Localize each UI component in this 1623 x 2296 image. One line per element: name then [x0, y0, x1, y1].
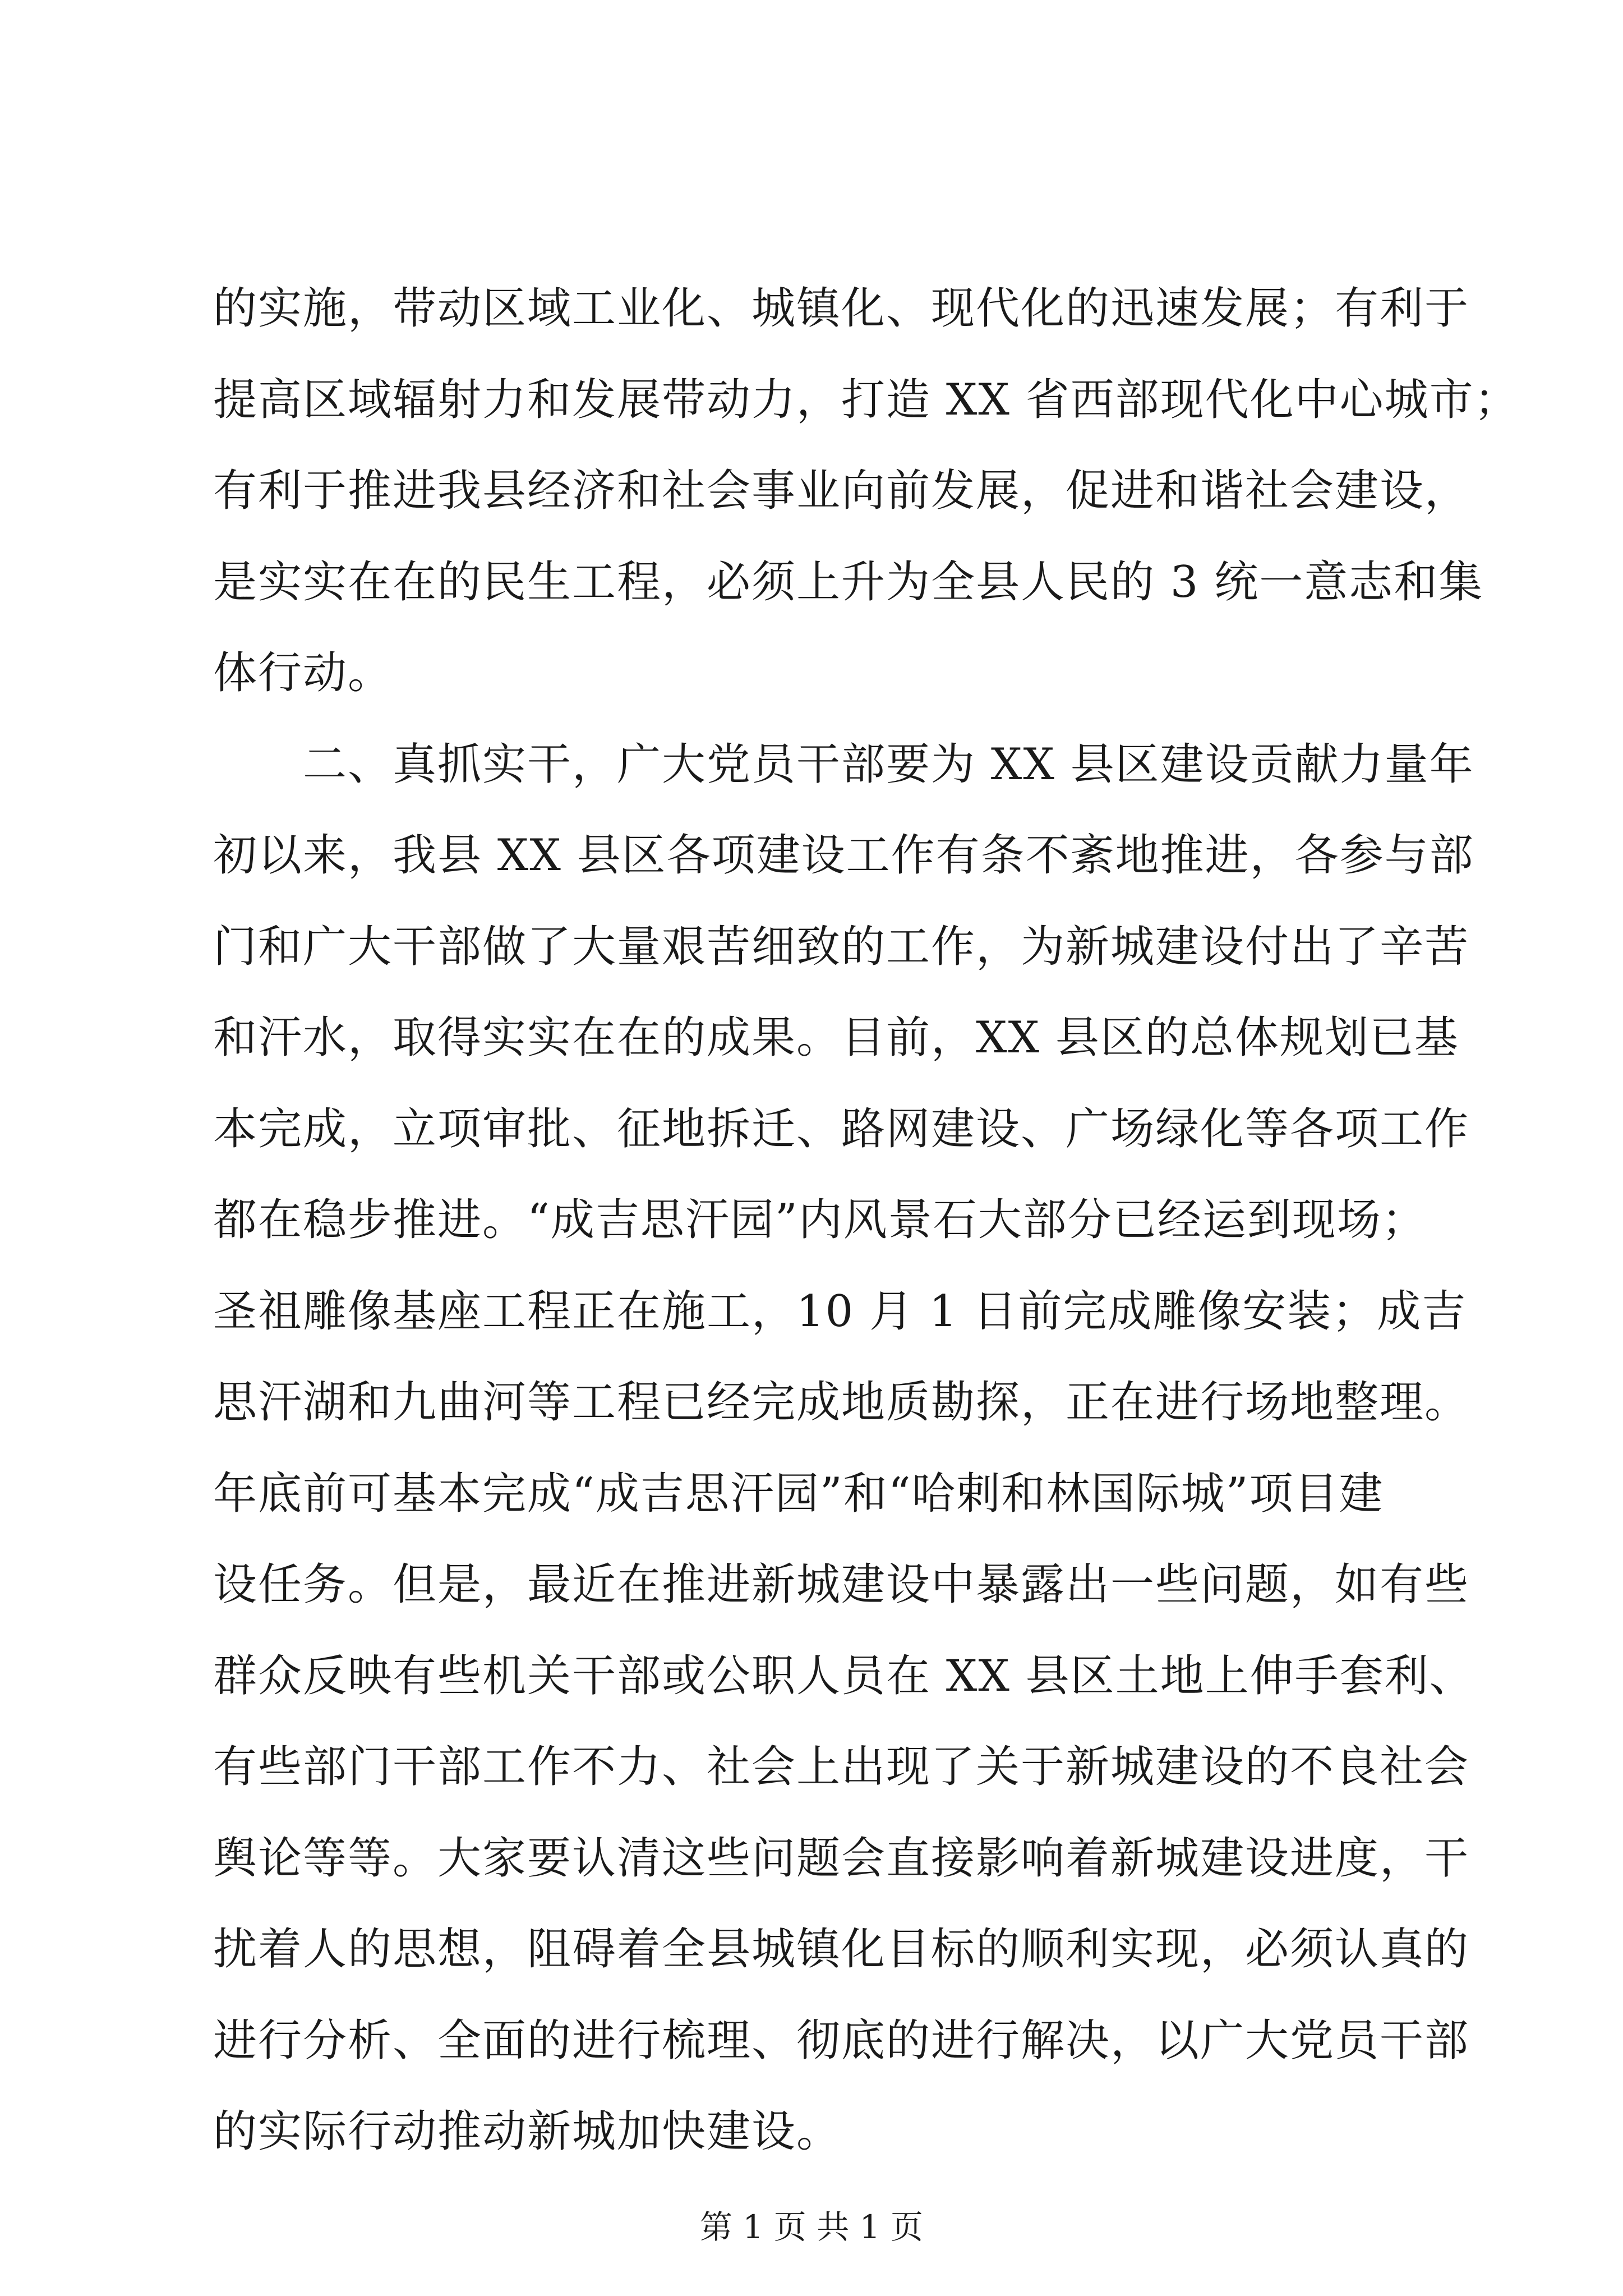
- body-text-line: 的实际行动推动新城加快建设。: [213, 2106, 842, 2157]
- body-text-line: 的实施，带动区域工业化、城镇化、现代化的迅速发展；有利于: [213, 283, 1470, 334]
- section-heading-line: 二、真抓实干，广大党员干部要为 XX 县区建设贡献力量年: [213, 739, 1474, 790]
- body-text-line: 本完成，立项审批、征地拆迁、路网建设、广场绿化等各项工作: [213, 1104, 1470, 1154]
- body-text-line: 是实实在在的民生工程，必须上升为全县人民的 3 统一意志和集: [213, 557, 1484, 608]
- body-text-line: 提高区域辐射力和发展带动力，打造 XX 省西部现代化中心城市；: [213, 375, 1519, 425]
- body-text-line: 群众反映有些机关干部或公职人员在 XX 县区土地上伸手套利、: [213, 1651, 1474, 1701]
- body-text-line: 年底前可基本完成“成吉思汗园”和“哈剌和林国际城”项目建: [213, 1469, 1384, 1519]
- body-text-line: 初以来，我县 XX 县区各项建设工作有条不紊地推进，各参与部: [213, 830, 1474, 881]
- body-text-line: 和汗水，取得实实在在的成果。目前，XX 县区的总体规划已基: [213, 1013, 1459, 1063]
- page-footer: 第 1 页 共 1 页: [700, 2208, 923, 2246]
- body-text-line: 圣祖雕像基座工程正在施工，10 月 1 日前完成雕像安装；成吉: [213, 1286, 1467, 1337]
- body-text-line: 门和广大干部做了大量艰苦细致的工作，为新城建设付出了辛苦: [213, 922, 1470, 972]
- body-text-line: 有利于推进我县经济和社会事业向前发展，促进和谐社会建设，: [213, 466, 1470, 516]
- body-text-line: 体行动。: [213, 648, 393, 698]
- body-text-line: 有些部门干部工作不力、社会上出现了关于新城建设的不良社会: [213, 1742, 1470, 1792]
- body-text-line: 扰着人的思想，阻碍着全县城镇化目标的顺利实现，必须认真的: [213, 1924, 1470, 1975]
- body-text-line: 进行分析、全面的进行梳理、彻底的进行解决，以广大党员干部: [213, 2016, 1470, 2066]
- body-text-line: 都在稳步推进。“成吉思汗园”内风景石大部分已经运到现场；: [213, 1195, 1427, 1245]
- body-text-line: 思汗湖和九曲河等工程已经完成地质勘探，正在进行场地整理。: [213, 1377, 1470, 1428]
- body-text-line: 舆论等等。大家要认清这些问题会直接影响着新城建设进度，干: [213, 1833, 1470, 1884]
- body-text-line: 设任务。但是，最近在推进新城建设中暴露出一些问题，如有些: [213, 1559, 1470, 1610]
